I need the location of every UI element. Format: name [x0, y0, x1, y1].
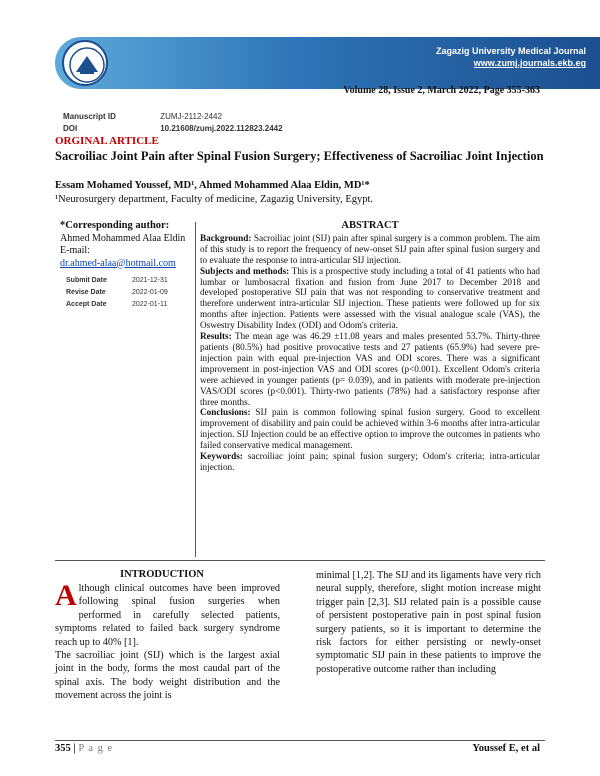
date-row: Accept Date 2022-01-11 — [66, 301, 168, 308]
abstract-heading: ABSTRACT — [341, 220, 399, 231]
abstract-keywords: Keywords: sacroiliac joint pain; spinal fusion surgery; Odom's criteria; intra-articular injection. — [200, 451, 541, 472]
doi-label: DOI — [63, 124, 78, 133]
footer-divider — [55, 740, 545, 741]
date-row: Submit Date 2021-12-31 — [66, 277, 168, 284]
page-number: 355 | P a g e — [55, 743, 114, 754]
email-link[interactable]: dr.ahmed-alaa@hotmail.com — [60, 257, 176, 269]
intro-paragraph-2: The sacroiliac joint (SIJ) which is the largest axial joint in the body, forms the most caudal part of the spinal axis. The body weight distribution and the movement across the joint is — [55, 650, 280, 702]
volume-line: Volume 28, Issue 2, March 2022, Page 355-363 — [343, 85, 540, 96]
abstract-conclusions: Conclusions: SIJ pain is common following spinal fusion surgery. Good to excellent improvement of disability and pain could be achieved within 3-6 months after intra-articular injection. SIJ Injection could be an effective option to improve the outcomes in patients who failed conservative medical management. — [200, 407, 541, 451]
running-head: Youssef E, et al — [472, 743, 540, 754]
abstract — [200, 221, 540, 473]
journal-name: Zagazig University Medical Journal — [435, 46, 586, 56]
email-label: E-mail: — [60, 245, 90, 256]
manuscript-id-value: ZUMJ-2112-2442 — [160, 112, 222, 121]
abstract-methods: Subjects and methods: This is a prospective study including a total of 41 patients who had lumbar or lumbosacral fixation and fusion from June 2017 to December 2018 and developed postoperative SIJ pain that was not responding to conservative treatment and therefore underwent intra-articular SIJ injection. These patients were followed up for six months after injection. Patients were assessed with the visual analogue scale (VAS), the Oswestry Disability Index (ODI) and Odom's criteria. — [200, 265, 540, 331]
manuscript-id — [63, 112, 222, 121]
corresponding-name: Ahmed Mohammed Alaa Eldin — [60, 232, 186, 244]
manuscript-id-label: Manuscript ID — [63, 112, 116, 121]
introduction-heading: INTRODUCTION — [120, 569, 205, 580]
body-left-column — [55, 579, 280, 703]
abstract-results: Results: The mean age was 46.29 ±11.08 years and males presented 53.7%. Thirty-three patients (80.5%) had positive provocative tests and 27 patients (65.9%) had severe pre-injection pain with equal pre-injection VAS and ODI scores. There was a significant improvement in post-injection VAS and ODI scores (p<0.001). Excellent Odom's criteria were achieved in younger patients (p= 0.039), and in patients with moderate pre-injection VAS/ODI scores (p<0.001). Thirty-two patients (78%) had a satisfactory response after three months. — [200, 331, 540, 407]
article-title: Sacroiliac Joint Pain after Spinal Fusion Surgery; Effectiveness of Sacroiliac Joint Injection — [55, 149, 544, 163]
doi — [63, 124, 283, 133]
article-dates — [66, 275, 168, 311]
journal-url-link[interactable]: www.zumj.journals.ekb.eg — [473, 58, 586, 68]
doi-value[interactable]: 10.21608/zumj.2022.112823.2442 — [160, 124, 283, 133]
intro-paragraph-1: lthough clinical outcomes have been improved following spinal fusion surgeries when performed in carefully selected patients, symptoms related to failed back surgery syndrome reach up to 40% [1]. — [55, 583, 280, 648]
section-divider — [55, 560, 545, 561]
abstract-background: Background: Sacroiliac joint (SIJ) pain after spinal surgery is a common problem. The aim of this study is to report the frequency of new-onset SIJ pain after spinal fusion surgery and to evaluate the response to intra-articular SIJ injection. — [200, 232, 540, 265]
drop-cap: A — [55, 579, 77, 612]
column-divider — [195, 222, 196, 557]
affiliation: ¹Neurosurgery department, Faculty of medicine, Zagazig University, Egypt. — [55, 194, 374, 205]
date-row: Revise Date 2022-01-09 — [66, 289, 168, 296]
authors: Essam Mohamed Youssef, MD¹, Ahmed Mohammed Alaa Eldin, MD¹* — [55, 180, 370, 191]
body-right-column: minimal [1,2]. The SIJ and its ligaments have very rich neural supply, therefore, slight motion increase might trigger pain [2,3]. SIJ related pain is a possible cause of persistent postoperative pain in post spinal fusion surgery patients, so it is important to determine the risk factors for either persisting or newly-onset symptomatic SIJ pain in these patients to improve the postoperative outcome rather than including — [316, 570, 541, 675]
corresponding-author — [60, 220, 192, 270]
corresponding-heading: *Corresponding author: — [60, 220, 170, 231]
journal-logo-icon — [62, 40, 108, 86]
article-type: ORGINAL ARTICLE — [55, 135, 159, 147]
